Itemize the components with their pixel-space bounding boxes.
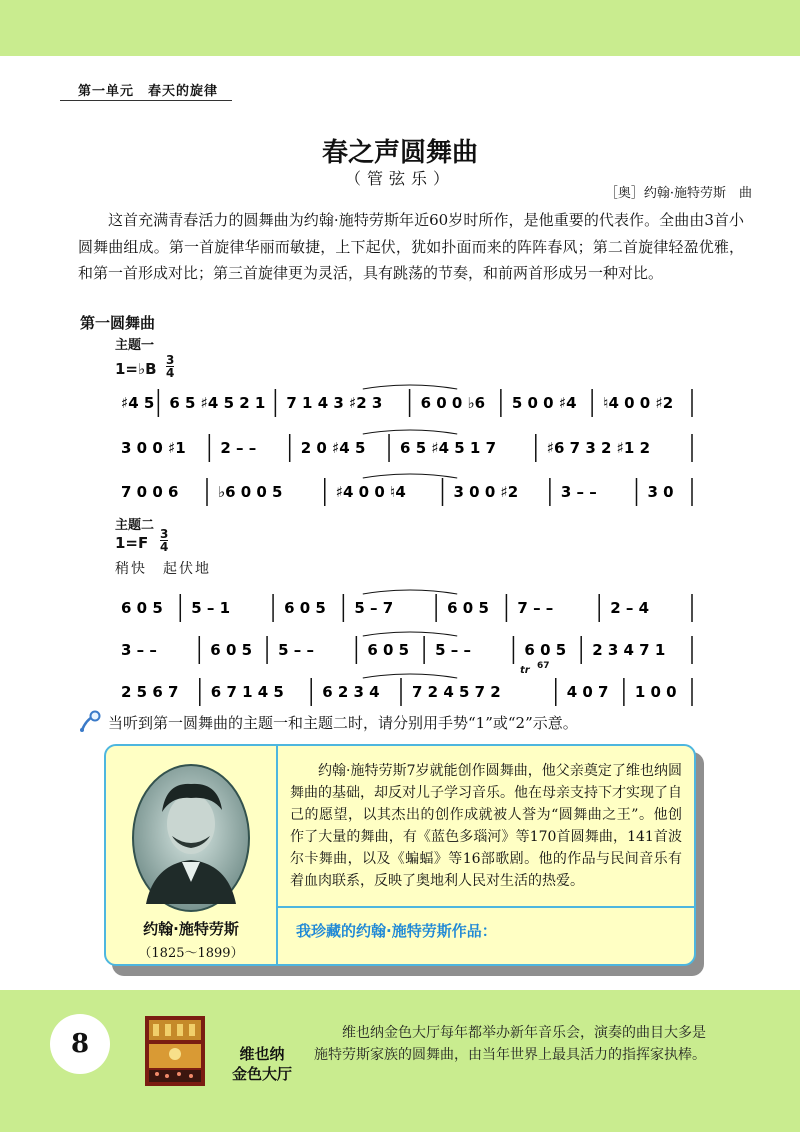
tempo-marking: 稍快 起伏地 — [115, 561, 211, 577]
measure: 3 0 0 ♯2 — [453, 483, 519, 501]
measure: 5 0 0 ♯4 — [511, 394, 577, 412]
measure: 1 0 0 — [634, 683, 677, 701]
measure: ♭6 0 0 5 — [218, 483, 283, 501]
measure: ♯4 0 0 ♮4 — [335, 483, 406, 501]
measure: 2 – – — [220, 439, 257, 457]
score-line-t1-2 — [115, 428, 705, 468]
measure: 2 3 4 7 1 — [592, 641, 666, 659]
theme2-meter-bottom: 4 — [160, 540, 169, 554]
page-number: 8 — [50, 1014, 110, 1074]
measure: 6 0 5 — [210, 641, 253, 659]
score-line-t1-3 — [115, 472, 705, 512]
trill-mark: tr — [520, 665, 530, 676]
composer-name: 约翰·施特劳斯 — [143, 920, 239, 938]
score-line-t2-1 — [115, 588, 705, 628]
measure: 6 7 1 4 5 — [210, 683, 284, 701]
card-divider-horizontal — [278, 906, 696, 908]
composer-years: （1825～1899） — [138, 946, 244, 961]
score-svg-t2-2 — [115, 630, 705, 670]
measure: 7 1 4 3 ♯2 3 — [286, 394, 383, 412]
measure: 6 0 5 — [121, 599, 163, 617]
score-line-t2-3 — [115, 672, 705, 712]
theme1-meter — [166, 354, 174, 379]
hall-name-line2: 金色大厅 — [231, 1065, 292, 1083]
score-svg-t2-1 — [115, 588, 705, 628]
measure: 5 – 1 — [191, 599, 231, 617]
page-subtitle: （管弦乐） — [344, 169, 455, 188]
theme2-meter — [160, 528, 168, 553]
measure: 6 0 5 — [524, 641, 567, 659]
unit-header: 第一单元 春天的旋律 — [78, 84, 219, 99]
score-svg-t1-3 — [115, 472, 705, 512]
measure: ♯4 5 — [121, 394, 155, 412]
header-rule — [60, 100, 232, 101]
composer-portrait — [132, 764, 250, 912]
measure: ♮4 0 0 ♯2 — [603, 394, 674, 412]
measure: 5 – – — [278, 641, 314, 659]
theme1-meter-bottom: 4 — [166, 366, 175, 380]
slur — [363, 590, 457, 594]
score-svg-t2-3 — [115, 672, 705, 712]
theme2-meter-top: 3 — [160, 527, 169, 541]
measure: 3 0 — [647, 483, 674, 501]
score-line-t2-2 — [115, 630, 705, 670]
top-band — [0, 0, 800, 56]
slur — [363, 430, 457, 434]
slur — [363, 674, 457, 678]
measure: 3 – – — [560, 483, 597, 501]
theme1-meter-top: 3 — [166, 353, 175, 367]
measure: 7 0 0 6 — [121, 483, 179, 501]
intro-paragraph: 这首充满青春活力的圆舞曲为约翰·施特劳斯年近60岁时所作，是他重要的代表作。全曲由3首小圆舞曲组成。第一首旋律华丽而敏捷，上下起伏，犹如扑面而来的阵阵春风；第二首旋律轻盈优雅，和第一首形成对比；第三首旋律更为灵活，具有跳荡的节奏，和前两首形成另一种对比。 — [78, 211, 744, 282]
golden-hall-image — [145, 1016, 205, 1086]
measure: 6 0 5 — [284, 599, 326, 617]
hall-name — [222, 1044, 302, 1084]
measure: 7 – – — [517, 599, 554, 617]
tip-text: 当听到第一圆舞曲的主题一和主题二时，请分别用手势“1”或“2”示意。 — [108, 714, 578, 732]
composer-bio: 约翰·施特劳斯7岁就能创作圆舞曲，他父亲奠定了维也纳圆舞曲的基础，却反对儿子学习音乐。他在母亲支持下才实现了自己的愿望，以其杰出的创作成就被人誉为“圆舞曲之王”。他创作了大量的舞曲，有《蓝色多瑙河》等170首圆舞曲，141首波尔卡舞曲，以及《蝙蝠》等16部歌剧。他的作品与民间音乐有着血肉联系，反映了奥地利人民对生活的热爱。 — [290, 763, 682, 889]
measure: 6 0 5 — [447, 599, 489, 617]
composer-card — [104, 744, 696, 966]
grace-notes: 67 — [537, 661, 550, 671]
measure: 2 0 ♯4 5 — [300, 439, 366, 457]
measure: 6 5 ♯4 5 2 1 — [169, 394, 266, 412]
measure: 6 2 3 4 — [322, 683, 380, 701]
measure: 5 – – — [435, 641, 472, 659]
collection-prompt: 我珍藏的约翰·施特劳斯作品： — [296, 922, 497, 940]
measure: 6 0 0 ♭6 — [420, 394, 486, 412]
theme1-label: 主题一 — [115, 338, 155, 353]
hall-name-line1: 维也纳 — [239, 1045, 285, 1063]
theme1-key: 1=♭B — [115, 360, 157, 378]
horn-icon — [78, 710, 102, 734]
measure: 5 – 7 — [354, 599, 394, 617]
measure: 2 – 4 — [610, 599, 650, 617]
slur — [363, 385, 457, 389]
section-title: 第一圆舞曲 — [80, 314, 156, 332]
page-title: 春之声圆舞曲 — [321, 138, 478, 168]
measure: 7 2 4 5 7 2 — [412, 683, 501, 701]
measure: 3 0 0 ♯1 — [121, 439, 186, 457]
score-svg-t1-1 — [115, 383, 705, 423]
measure: 6 5 ♯4 5 1 7 — [400, 439, 497, 457]
composer-credit: ［奥］约翰·施特劳斯 曲 — [604, 186, 752, 201]
measure: 2 5 6 7 — [121, 683, 179, 701]
slur — [363, 474, 457, 478]
theme2-key: 1=F — [115, 534, 149, 552]
theme2-label: 主题二 — [115, 518, 155, 533]
card-divider-vertical — [276, 746, 278, 964]
score-svg-t1-2 — [115, 428, 705, 468]
measure: 3 – – — [121, 641, 157, 659]
slur — [363, 632, 457, 636]
score-line-t1-1 — [115, 383, 705, 423]
hall-description: 维也纳金色大厅每年都举办新年音乐会，演奏的曲目大多是施特劳斯家族的圆舞曲，由当年世界上最具活力的指挥家执棒。 — [314, 1025, 706, 1063]
measure: 4 0 7 — [566, 683, 609, 701]
measure: 6 0 5 — [367, 641, 410, 659]
measure: ♯6 7 3 2 ♯1 2 — [546, 439, 651, 457]
